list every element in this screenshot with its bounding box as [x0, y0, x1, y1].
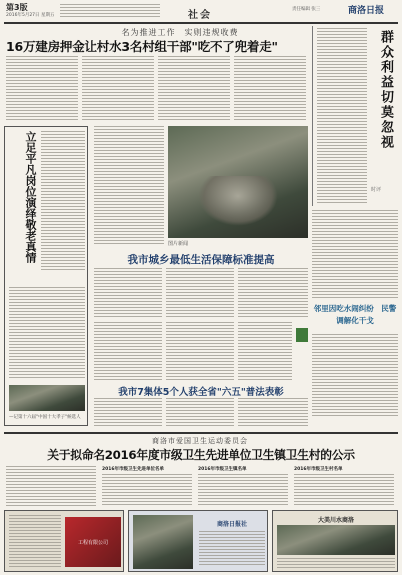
lower-article-2	[166, 322, 234, 380]
notice-list-a-title: 2016年市级卫生先进单位名单	[102, 467, 165, 472]
ad-1-text	[9, 515, 61, 569]
lower-article-1	[94, 322, 162, 380]
livelihood-headline: 我市城乡最低生活保障标准提高	[127, 254, 275, 266]
ad-2-image	[133, 515, 193, 569]
ad-3-text	[277, 558, 395, 570]
photo-caption: 图片新闻	[168, 241, 189, 247]
neighbor-body	[312, 334, 398, 418]
side-column	[4, 126, 88, 426]
notice-list-c	[294, 474, 394, 506]
side-headline	[7, 131, 37, 281]
green-badge	[296, 328, 308, 342]
dateline: 2016年5月27日 星期五	[6, 13, 55, 18]
livelihood-body-1	[94, 268, 162, 318]
commentary-headline	[371, 30, 395, 180]
commentary-body-left	[317, 28, 367, 204]
lead-body-col3	[158, 56, 230, 122]
lead-headline: 16万建房押金让村水3名村组干部"吃不了兜着走"	[6, 39, 278, 54]
notice-list-b-title: 2016年市级卫生镇名单	[198, 467, 247, 472]
lead-kicker: 名为推进工作 实则违规收费	[121, 28, 239, 37]
notice-list-c-title: 2016年市级卫生村名单	[294, 467, 343, 472]
livelihood-body-3	[238, 268, 308, 318]
ad-2-text	[199, 531, 265, 567]
ad-1	[4, 510, 124, 572]
award-headline: 我市7集体5个人获全省"六五"普法表彰	[118, 387, 284, 398]
ad-3	[272, 510, 398, 572]
notice-list-a	[102, 474, 192, 506]
side-portrait-photo	[9, 385, 85, 411]
notice-intro	[6, 466, 96, 506]
commentary-box	[312, 26, 398, 206]
notice-issuer: 商洛市爱国卫生运动委员会	[152, 437, 248, 445]
side-caption: —记第十六届"中国十大孝子"候选人	[9, 415, 81, 420]
neighbor-headline-box	[312, 303, 398, 331]
lead-body-col1	[6, 56, 78, 122]
masthead-info-lines	[60, 4, 160, 18]
page-label: 第3版	[6, 3, 28, 12]
notice-headline: 关于拟命名2016年度市级卫生先进单位卫生镇卫生村的公示	[47, 448, 355, 462]
neighbor-headline: 邻里因吃水闹纠纷 民警调解化干戈	[313, 304, 397, 325]
commentary-byline: 时评	[371, 187, 382, 193]
lead-body-col4	[234, 56, 306, 122]
photo-people-group	[198, 176, 278, 226]
feature-photo	[168, 126, 308, 238]
feature-intro-text	[94, 126, 164, 246]
ad-1-label: 工程有限公司	[77, 540, 108, 546]
side-body-right	[41, 131, 85, 271]
ad-2	[128, 510, 268, 572]
ad-3-image	[277, 525, 395, 555]
editor-line: 责任编辑 张三	[292, 7, 321, 12]
ad-3-label: 大美川水商洛	[317, 517, 354, 524]
lower-article-3	[238, 322, 292, 380]
side-headline-text: 立足平凡岗位演绎敬老真情	[24, 131, 37, 263]
notice-list-b	[198, 474, 288, 506]
livelihood-body-2	[166, 268, 234, 318]
award-body-3	[238, 398, 308, 428]
notice-top-rule	[4, 432, 398, 434]
lead-body-col2	[82, 56, 154, 122]
award-body-1	[94, 398, 162, 428]
side-body-lower	[9, 287, 85, 379]
paper-name: 商洛日报	[348, 6, 385, 16]
right-mid-body	[312, 210, 398, 300]
section-name: 社会	[188, 10, 212, 21]
section-tag	[170, 3, 230, 19]
masthead-rule	[4, 22, 398, 24]
commentary-headline-text: 群众利益切莫忽视	[378, 30, 393, 150]
award-body-2	[166, 398, 234, 428]
ad-2-label: 商洛日报社	[216, 521, 247, 528]
masthead	[0, 0, 402, 26]
